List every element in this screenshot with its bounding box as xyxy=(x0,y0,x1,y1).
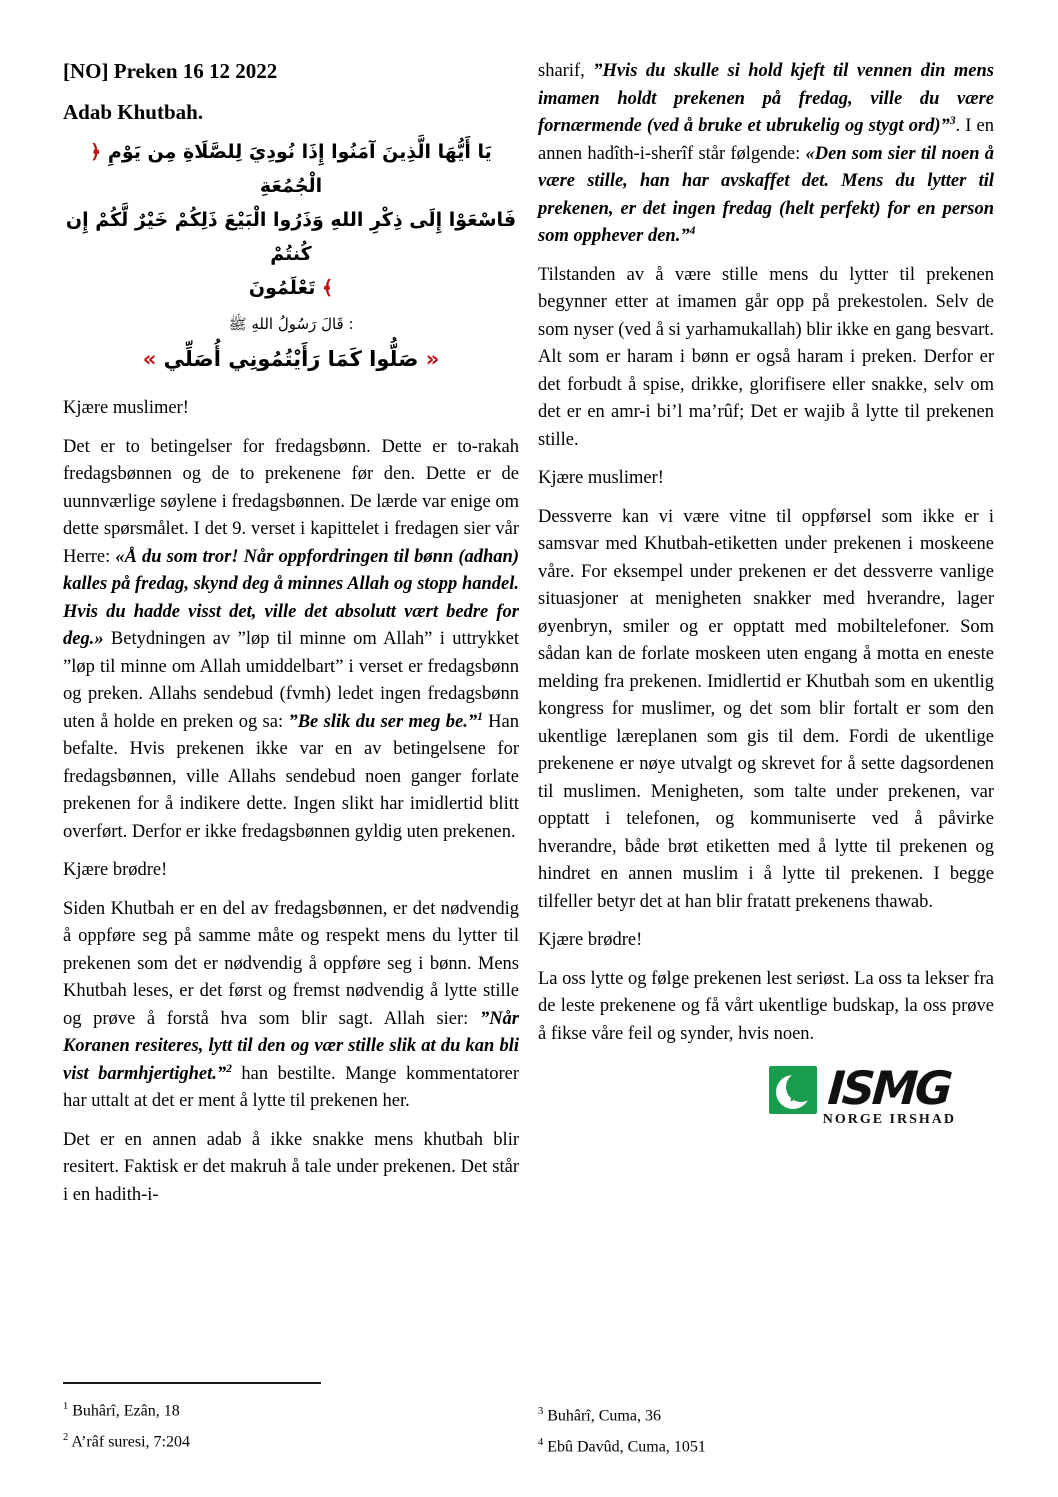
text-segment: Dessverre kan vi være vitne til oppførsel som ikke er i samsvar med Khutbah-etiketten under prekenen i moskeene våre. For eksempel under prekenen er det dessverre vanlige situasjoner at menigheten snakker med hverandre, lager øyenbryn, smiler og er opptatt med mobiltelefoner. Som sådan kan de forlate moskeen uten engang å motta en eneste melding fra prekenen. Imidlertid er Khutbah som en ukentlig kongress for muslimer, og det som blir fortalt er som den ukentlige læreplanen som gis til dem. Fordi de ukentlige prekenene er nøye utvalgt og skrevet for å sette dagsordenen til muslimen. Menigheten, som talte under prekenen, var opptatt i telefonen, og kommuniserte ved å påvirke hverandre, både brøt etiketten med å lytte til prekenen og hindret en annen muslim i å lytte til prekenen. I begge tilfeller betyr det at han blir fratatt prekenens thawab. xyxy=(538,506,994,912)
text-segment: Betydningen av ”løp til minne om Allah” i uttrykket ”løp til minne om Allah umiddelbart” i verset er fredagsbønn og preken. Allahs sendebud (fvmh) ledet ingen fredagsbønn uten å holde en preken og sa: xyxy=(63,629,519,732)
ismg-caption: NORGE IRSHAD xyxy=(822,1112,956,1127)
left-column-body xyxy=(63,395,519,1209)
document-title: [NO] Preken 16 12 2022 xyxy=(63,59,278,83)
body-paragraph xyxy=(63,1127,519,1210)
quran-verse-line-3 xyxy=(63,271,519,305)
text-segment: Det er en annen adab å ikke snakke mens khutbah blir resitert. Faktisk er det makruh å tale under prekenen. Det står i en hadith-i- xyxy=(63,1129,519,1205)
footnote-marker: 4 xyxy=(538,1437,544,1449)
quran-verse-line-2 xyxy=(63,203,519,271)
quran-verse-line-1 xyxy=(63,135,519,203)
guillemet-close: » xyxy=(425,347,440,371)
right-column-body xyxy=(538,58,994,1048)
text-segment: Det er to betingelser for fredagsbønn. Dette er to-rakah fredagsbønnen og de to prekenene før den. Dette er de uunnværlige søylene i fredagsbønnen. De lærde var enige om dette spørsmålet. I det 9. verset i kapittelet i fredagen sier vår Herre: xyxy=(63,436,519,567)
text-segment: Kjære muslimer! xyxy=(63,398,189,418)
verse-text: يَا أَيُّهَا الَّذِينَ آمَنُوا إِذَا نُودِيَ لِلصَّلَاةِ مِن يَوْمِ الْجُمُعَةِ xyxy=(107,141,492,197)
text-segment: ”Hvis du skulle si hold kjeft til vennen din mens imamen holdt prekenen på fredag, ville du være fornærmende (ved å bruke et ubrukelig og stygt ord)” xyxy=(538,61,994,136)
text-segment: 4 xyxy=(689,224,696,237)
ismg-wordmark: ISMG xyxy=(826,1061,953,1115)
footnote: $^2$ A’râf suresi, 7:204 xyxy=(63,1432,190,1451)
footnote: $^1$ Buhârî, Ezân, 18 xyxy=(63,1401,180,1420)
greeting-line xyxy=(63,857,519,885)
hadith-attribution-line: قَالَ رَسُولُ اللهِ ﷺ : xyxy=(228,315,354,333)
body-paragraph xyxy=(63,434,519,847)
text-segment: Kjære brødre! xyxy=(538,930,643,950)
right-column xyxy=(538,58,994,1128)
ismg-crescent-tulip-icon xyxy=(769,1066,817,1119)
footnotes-left xyxy=(63,1382,519,1456)
body-paragraph xyxy=(538,58,994,251)
footnote-list-right xyxy=(538,1398,994,1461)
text-segment: Tilstanden av å være stille mens du lytter til prekenen begynner etter at imamen går opp på prekestolen. Selv de som nyser (ved å si yarhamukallah) blir ikke en gang besvart. Alt som er haram i bønn er også haram i preken. Derfor er det forbudt å spise, drikke, glorifisere eller snakke, selv om det er en amr-i bi’l ma’rûf; Det er wajib å lytte til prekenen stille. xyxy=(538,264,994,450)
text-segment: han bestilte. Mange kommentatorer har uttalt at det er ment å lytte til prekenen her. xyxy=(63,1063,519,1111)
footnote: $^3$ Buhârî, Cuma, 36 xyxy=(538,1406,661,1425)
text-segment: Kjære muslimer! xyxy=(538,468,664,488)
greeting-line xyxy=(538,927,994,955)
text-segment: Kjære brødre! xyxy=(63,860,168,880)
ismg-logo xyxy=(538,1061,956,1128)
greeting-line xyxy=(63,395,519,423)
greeting-line xyxy=(538,465,994,493)
text-segment: ”Når Koranen resiteres, lytt til den og vær stille slik at du kan bli vist barmhjertighet.” xyxy=(63,1008,519,1084)
text-segment: La oss lytte og følge prekenen lest seriøst. La oss ta lekser fra de leste prekenene og få vårt ukentlige budskap, la oss prøve å fikse våre feil og synder, hvis noen. xyxy=(538,968,994,1044)
footnote-marker: 1 xyxy=(63,1401,69,1412)
footnotes-right xyxy=(538,1398,994,1461)
ornate-bracket-open: ﴿ xyxy=(90,141,102,163)
verse-text: تَعْلَمُونَ xyxy=(248,277,316,299)
body-paragraph xyxy=(538,504,994,917)
text-segment: sharif, xyxy=(538,61,594,81)
body-paragraph xyxy=(538,966,994,1049)
footnote: $^4$ Ebû Davûd, Cuma, 1051 xyxy=(538,1437,706,1456)
text-segment: 1 xyxy=(477,710,483,723)
two-column-layout xyxy=(63,58,995,1220)
ornate-bracket-close: ﴾ xyxy=(321,277,334,299)
body-paragraph xyxy=(538,262,994,455)
hadith-text: صَلُّوا كَمَا رَأَيْتُمُونِي أُصَلِّي xyxy=(163,347,419,371)
footnote-marker: 2 xyxy=(63,1432,69,1444)
text-segment: 3 xyxy=(949,114,956,127)
text-segment: 2 xyxy=(226,1062,232,1075)
footnote-separator xyxy=(63,1382,321,1384)
document-subtitle: Adab Khutbah. xyxy=(63,100,204,124)
footnote-list-left xyxy=(63,1393,519,1456)
body-paragraph xyxy=(63,896,519,1116)
text-segment: «Den som sier til noen å være stille, han har avskaffet det. Mens du lytter til prekenen, er det ingen fredag (helt perfekt) for en person som opphever den.” xyxy=(538,143,994,246)
left-column xyxy=(63,58,519,1220)
verse-text: فَاسْعَوْا إِلَى ذِكْرِ اللهِ وَذَرُوا الْبَيْعَ ذَلِكُمْ خَيْرٌ لَّكُمْ إِن كُنتُمْ xyxy=(65,209,517,265)
text-segment: Han befalte. Hvis prekenen ikke var en av betingelsene for fredagsbønnen, ville Allahs sendebud noen ganger forlate prekenen for å indikere dette. Ingen slikt har imidlertid blitt overført. Derfor er ikke fredagsbønnen gyldig uten prekenen. xyxy=(63,711,519,842)
text-segment: ”Be slik du ser meg be.” xyxy=(288,711,478,732)
text-segment: «Å du som tror! Når oppfordringen til bønn (adhan) kalles på fredag, skynd deg å minnes Allah og stopp handel. Hvis du hadde visst det, ville det absolutt vært bedre for deg.» xyxy=(63,546,519,649)
hadith-arabic-line xyxy=(63,339,519,379)
text-segment: Siden Khutbah er en del av fredagsbønnen, er det nødvendig å oppføre seg på samme måte og respekt mens du lytter til prekenen som det er nødvendig å oppføre seg i bønn. Mens Khutbah leses, er det først og fremst nødvendig å lytte stille og prøve å forstå hva som blir sagt. Allah sier: xyxy=(63,898,519,1029)
guillemet-open: « xyxy=(142,347,157,371)
ismg-logo-text xyxy=(822,1061,956,1128)
footnote-marker: 3 xyxy=(538,1406,544,1417)
arabic-verse-block xyxy=(63,135,519,379)
text-segment: . I en annen hadîth-i-sherîf står følgende: xyxy=(538,116,994,164)
